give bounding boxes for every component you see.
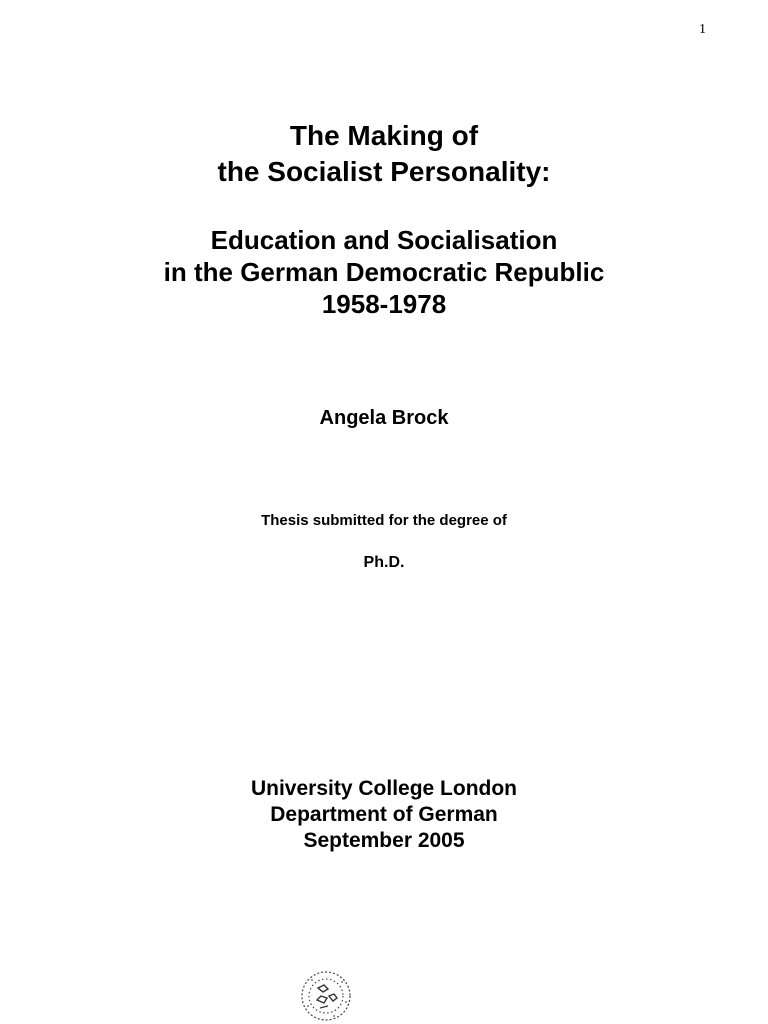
- submission-date: September 2005: [303, 829, 465, 852]
- subtitle-line-3: 1958-1978: [321, 289, 447, 319]
- subtitle-line-1: Education and Socialisation: [210, 225, 558, 255]
- subtitle-line-2: in the German Democratic Republic: [163, 257, 605, 287]
- institution-block: [0, 776, 768, 854]
- degree-name: Ph.D.: [363, 554, 405, 571]
- author-name: Angela Brock: [319, 407, 449, 429]
- thesis-subtitle: [0, 224, 768, 320]
- title-line-2: the Socialist Personality:: [217, 156, 551, 187]
- university-name: University College London: [250, 777, 518, 800]
- library-stamp-icon: [298, 962, 358, 1024]
- title-line-1: The Making of: [289, 120, 479, 151]
- degree-statement: Thesis submitted for the degree of: [261, 512, 507, 529]
- page-number: 1: [699, 22, 706, 37]
- thesis-title: [0, 118, 768, 190]
- department-name: Department of German: [270, 803, 498, 826]
